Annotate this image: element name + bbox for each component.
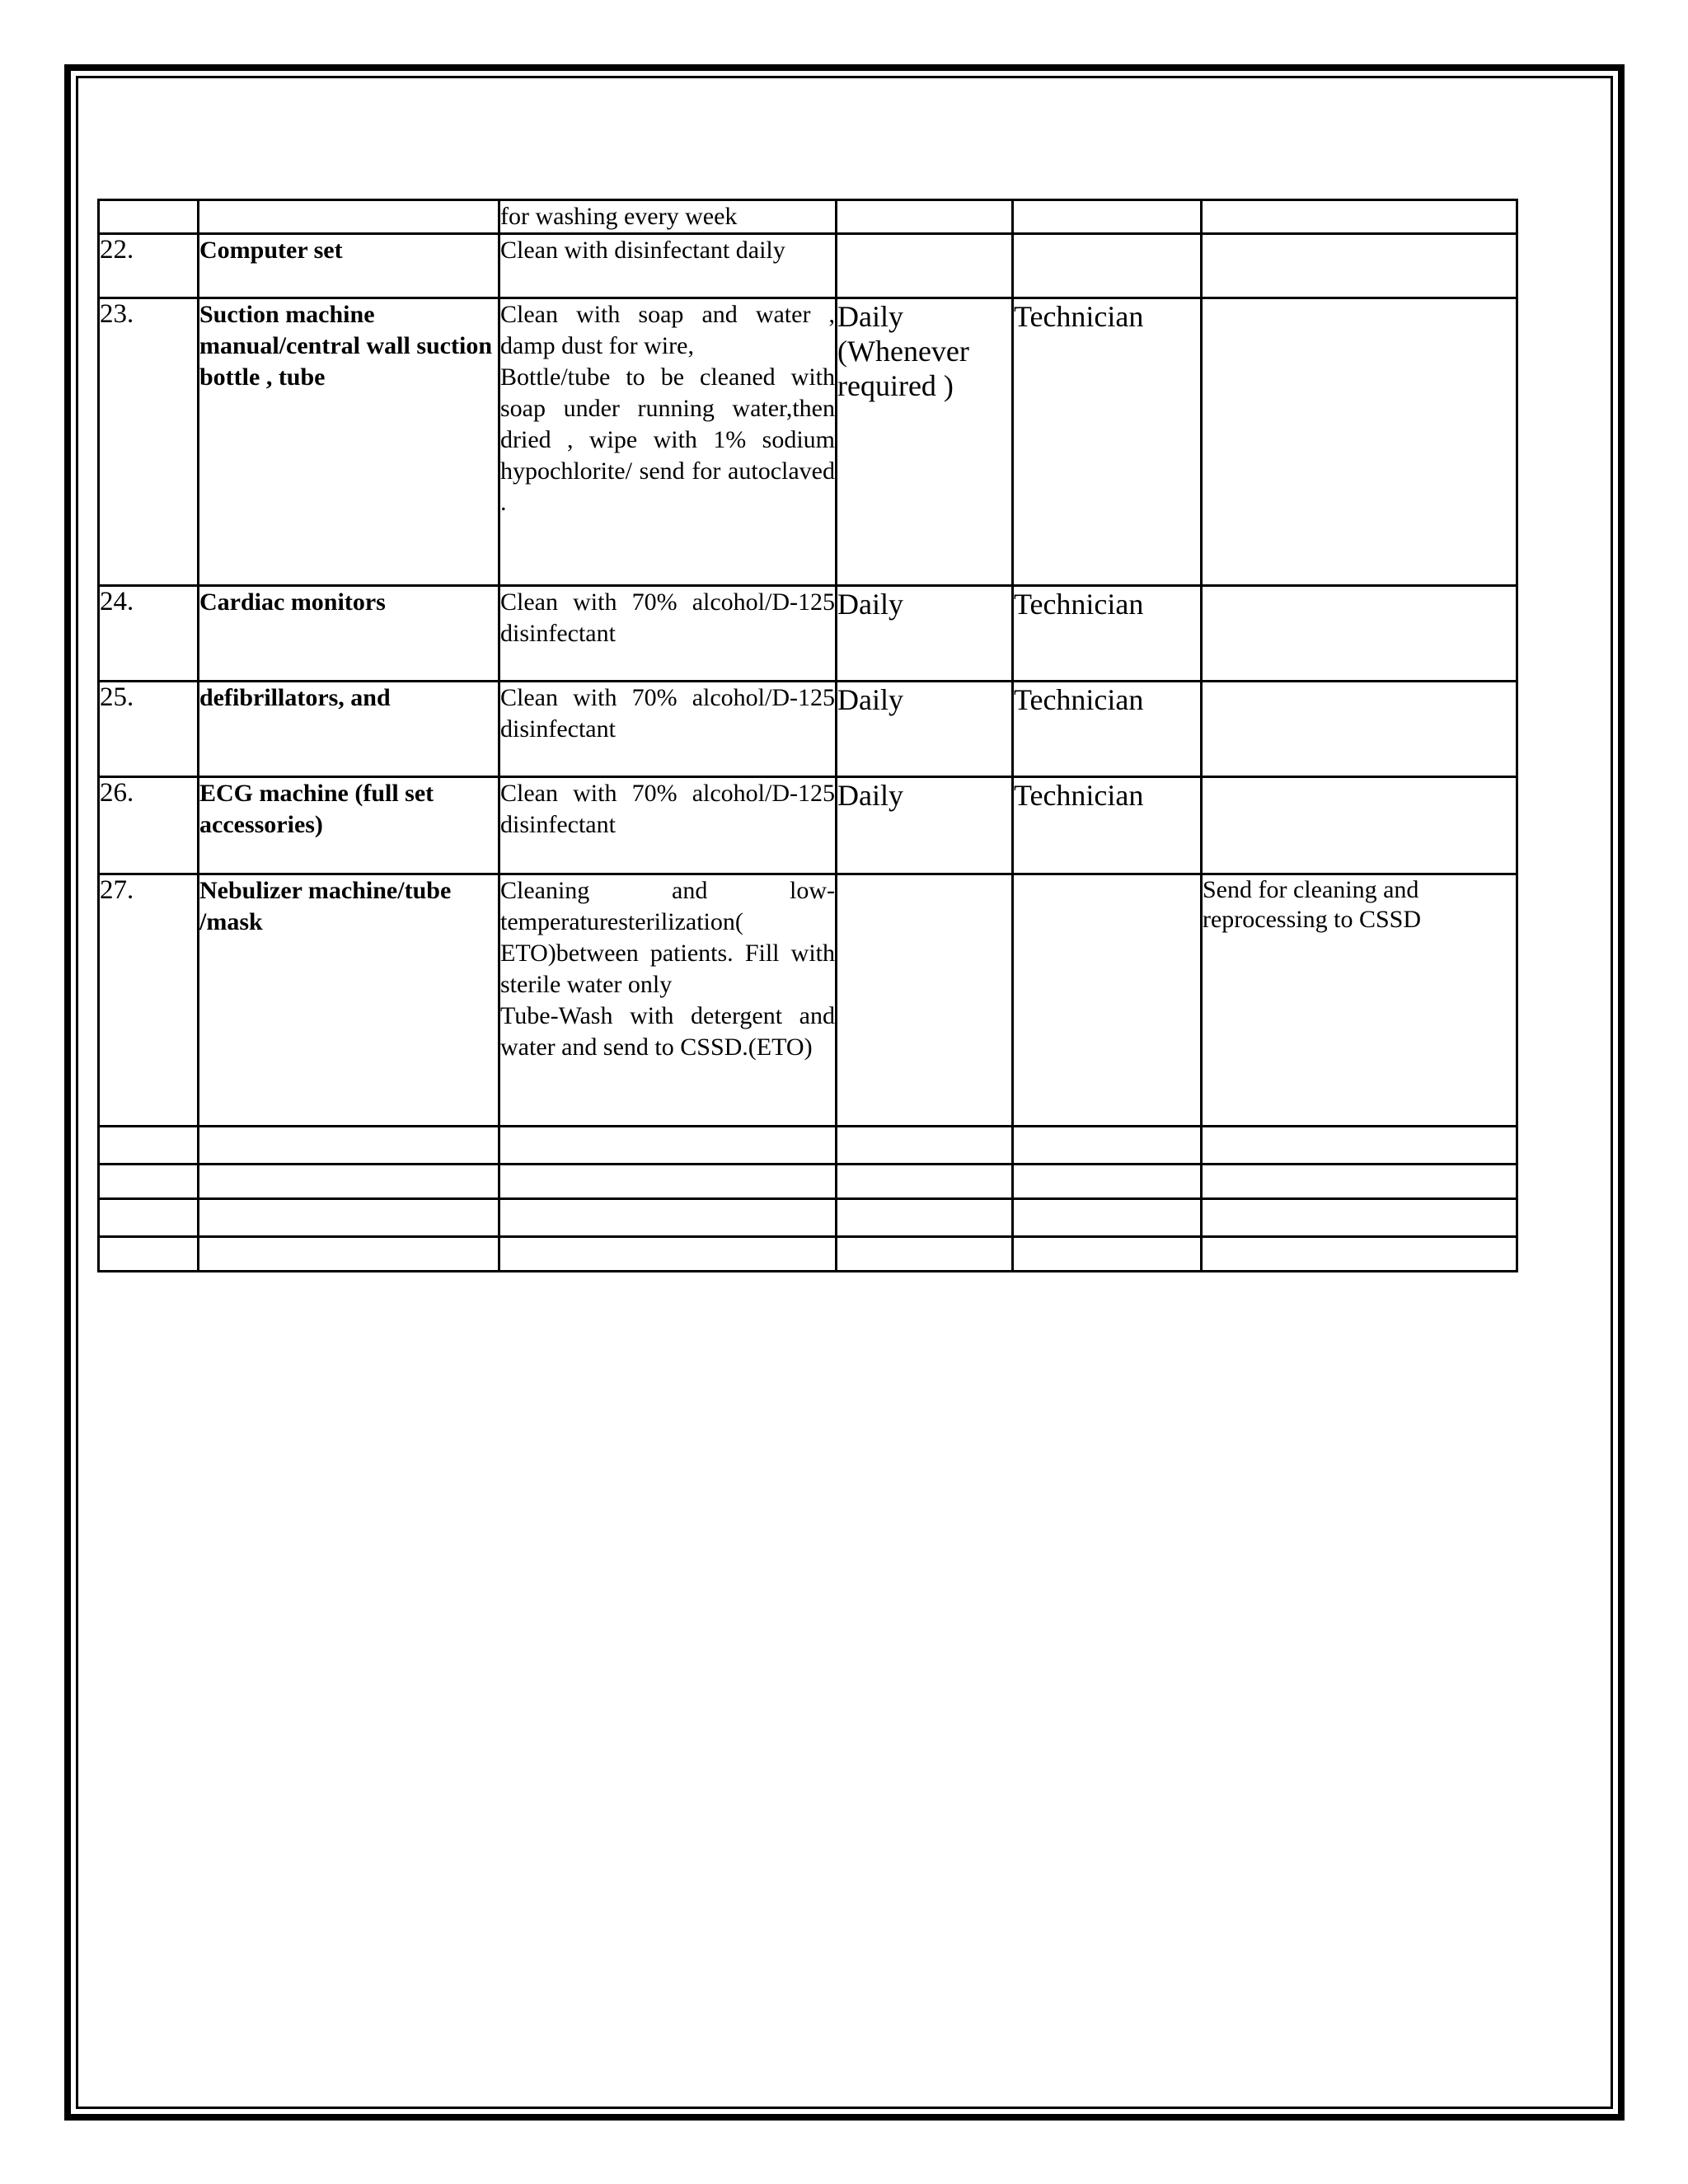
item-number-cell: 26. [99, 777, 199, 874]
frequency-cell [837, 234, 1013, 298]
item-name-cell: Nebulizer machine/tube /mask [199, 874, 499, 1127]
item-number-cell [99, 1127, 199, 1165]
cleaning-method-line: Clean with 70% alcohol/D-125 disinfectant [500, 588, 835, 647]
responsibility-cell: Technician [1013, 777, 1202, 874]
frequency-cell [837, 1127, 1013, 1165]
table-row [99, 1237, 1517, 1272]
cleaning-method-line: Bottle/tube to be cleaned with soap under running water,then dried , wipe with 1% sodium hypochlorite/ send for autoclaved . [500, 363, 835, 516]
responsibility-cell: Technician [1013, 682, 1202, 777]
table-row [99, 777, 1517, 874]
remarks-cell [1202, 200, 1517, 234]
frequency-cell: Daily [837, 777, 1013, 874]
cleaning-schedule-table [97, 199, 1518, 1272]
remarks-cell [1202, 1165, 1517, 1199]
item-number-cell [99, 1199, 199, 1237]
responsibility-cell [1013, 234, 1202, 298]
item-number-cell [99, 200, 199, 234]
responsibility-cell [1013, 874, 1202, 1127]
cleaning-method-cell [499, 298, 837, 586]
cleaning-method-cell [499, 1127, 837, 1165]
remarks-cell [1202, 234, 1517, 298]
cleaning-method-cell [499, 777, 837, 874]
item-name-cell: Suction machine manual/central wall suction bottle , tube [199, 298, 499, 586]
cleaning-method-line: Clean with disinfectant daily [500, 237, 785, 264]
responsibility-cell: Technician [1013, 298, 1202, 586]
frequency-cell [837, 1199, 1013, 1237]
responsibility-cell [1013, 200, 1202, 234]
cleaning-method-line: Clean with 70% alcohol/D-125 disinfectant [500, 684, 835, 743]
responsibility-cell: Technician [1013, 586, 1202, 682]
table-row [99, 586, 1517, 682]
cleaning-method-line: Clean with soap and water , damp dust for wire, [500, 301, 835, 359]
responsibility-cell [1013, 1127, 1202, 1165]
remarks-cell [1202, 1237, 1517, 1272]
cleaning-method-cell [499, 234, 837, 298]
remarks-cell [1202, 586, 1517, 682]
cleaning-method-cell [499, 682, 837, 777]
cleaning-method-cell [499, 1199, 837, 1237]
table-row [99, 298, 1517, 586]
item-number-cell [99, 1237, 199, 1272]
remarks-cell [1202, 777, 1517, 874]
frequency-cell [837, 1165, 1013, 1199]
item-name-cell [199, 1237, 499, 1272]
item-number-cell: 22. [99, 234, 199, 298]
remarks-cell [1202, 1127, 1517, 1165]
cleaning-method-cell [499, 1165, 837, 1199]
table-row [99, 234, 1517, 298]
cleaning-method-cell [499, 1237, 837, 1272]
table-row [99, 200, 1517, 234]
cleaning-method-line: Tube-Wash with detergent and water and send to CSSD.(ETO) [500, 1002, 835, 1061]
remarks-cell [1202, 1199, 1517, 1237]
item-number-cell: 27. [99, 874, 199, 1127]
remarks-cell: Send for cleaning and reprocessing to CSSD [1202, 874, 1517, 1127]
cleaning-method-cell [499, 200, 837, 234]
item-name-cell: Cardiac monitors [199, 586, 499, 682]
frequency-cell [837, 874, 1013, 1127]
table-row [99, 1199, 1517, 1237]
frequency-cell: Daily [837, 682, 1013, 777]
item-number-cell: 23. [99, 298, 199, 586]
frequency-cell [837, 200, 1013, 234]
item-name-cell [199, 200, 499, 234]
item-number-cell [99, 1165, 199, 1199]
item-name-cell: defibrillators, and [199, 682, 499, 777]
item-name-cell [199, 1199, 499, 1237]
frequency-cell: Daily (Whenever required ) [837, 298, 1013, 586]
table-row [99, 874, 1517, 1127]
remarks-cell [1202, 682, 1517, 777]
frequency-cell [837, 1237, 1013, 1272]
table-row [99, 1165, 1517, 1199]
responsibility-cell [1013, 1165, 1202, 1199]
item-name-cell [199, 1165, 499, 1199]
table-row [99, 1127, 1517, 1165]
item-name-cell: ECG machine (full set accessories) [199, 777, 499, 874]
item-number-cell: 25. [99, 682, 199, 777]
responsibility-cell [1013, 1199, 1202, 1237]
cleaning-method-line: for washing every week [500, 203, 738, 230]
remarks-cell [1202, 298, 1517, 586]
item-number-cell: 24. [99, 586, 199, 682]
cleaning-method-cell [499, 586, 837, 682]
item-name-cell: Computer set [199, 234, 499, 298]
cleaning-method-line: Clean with 70% alcohol/D-125 disinfectant [500, 780, 835, 838]
table-row [99, 682, 1517, 777]
responsibility-cell [1013, 1237, 1202, 1272]
table-body [99, 200, 1517, 1272]
frequency-cell: Daily [837, 586, 1013, 682]
cleaning-method-line: Cleaning and low-temperaturesterilization( ETO)between patients. Fill with sterile water only [500, 877, 835, 998]
item-name-cell [199, 1127, 499, 1165]
cleaning-method-cell [499, 874, 837, 1127]
